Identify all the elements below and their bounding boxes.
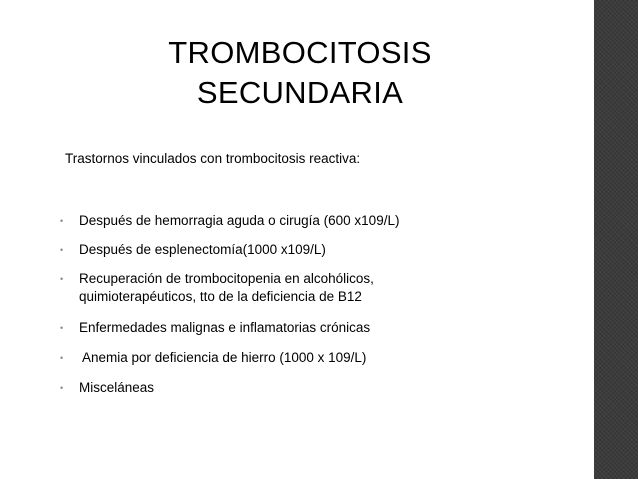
- bullet-item-enfermedades: [60, 319, 580, 337]
- bullet-item-hemorragia: [60, 212, 580, 230]
- bullet-text: Después de hemorragia aguda o cirugía (600 x109/L): [79, 213, 400, 228]
- bullet-item-recuperacion: [60, 270, 580, 306]
- bullet-item-anemia: [60, 349, 580, 367]
- bullet-text: Enfermedades malignas e inflamatorias crónicas: [79, 320, 371, 335]
- bullet-text: Anemia por deficiencia de hierro (1000 x 109/L): [79, 350, 367, 365]
- slide-title-line-2: SECUNDARIA: [196, 75, 404, 110]
- bullet-dot-icon: •: [60, 274, 64, 284]
- bullet-dot-icon: •: [60, 353, 64, 363]
- bullet-item-miscelaneas: [60, 379, 580, 397]
- bullet-text-line-2: quimioterapéuticos, tto de la deficiencia de B12: [79, 289, 362, 304]
- bullet-dot-icon: •: [60, 323, 64, 333]
- intro-text: Trastornos vinculados con trombocitosis reactiva:: [65, 151, 361, 166]
- bullet-text: Misceláneas: [79, 380, 155, 395]
- bullet-text: Después de esplenectomía(1000 x109/L): [79, 242, 326, 257]
- decorative-side-band: [594, 0, 638, 479]
- bullet-dot-icon: •: [60, 383, 64, 393]
- bullet-item-esplenectomia: [60, 241, 580, 259]
- bullet-dot-icon: •: [60, 216, 64, 226]
- bullet-text-line-1: Recuperación de trombocitopenia en alcohólicos,: [79, 271, 374, 286]
- bullet-dot-icon: •: [60, 245, 64, 255]
- slide-title: [120, 33, 480, 113]
- slide-title-line-1: TROMBOCITOSIS: [168, 35, 432, 70]
